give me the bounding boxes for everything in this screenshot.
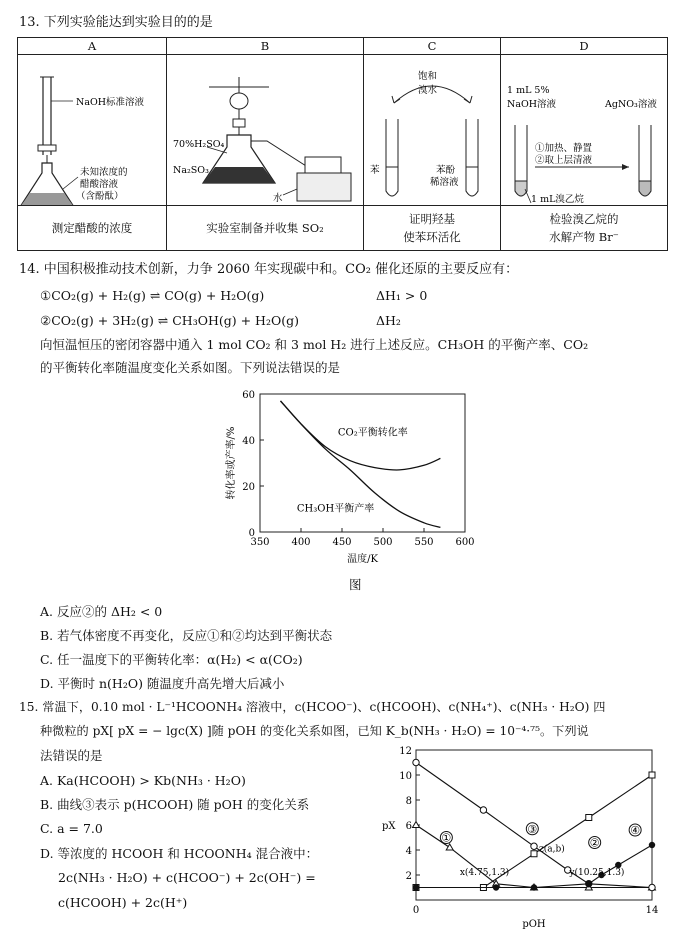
caption-d: 检验溴乙烷的 水解产物 Br⁻: [501, 206, 668, 251]
series-2-point: [531, 851, 537, 857]
x-tick-label: 14: [645, 905, 659, 916]
x-tick-label: 350: [250, 537, 270, 548]
label-saturated: 饱和: [418, 71, 438, 82]
label-bromoethane: 1 mL溴乙烷: [531, 194, 584, 205]
q14-option-a: A. 反应②的 ΔH₂ < 0: [40, 604, 163, 619]
q15-option-d-eq2: c(HCOOH) + 2c(H⁺): [58, 895, 188, 910]
annotation-x: x(4.75,1.3): [459, 868, 510, 878]
q15-option-d-eq1: 2c(NH₃ · H₂O) + c(HCOO⁻) + 2c(OH⁻) =: [58, 870, 316, 885]
q14-option-c: C. 任一温度下的平衡转化率：α(H₂) < α(CO₂): [40, 652, 303, 667]
col-head-b: B: [167, 38, 364, 55]
label-h2so4: 70%H₂SO₄: [173, 139, 225, 150]
x-tick-label: 0: [412, 905, 420, 916]
q14-figure-caption: 图: [349, 577, 362, 592]
q15-option-b: B. 曲线③表示 p(HCOOH) 随 pOH 的变化关系: [40, 797, 310, 812]
label-step1: ①加热、静置: [535, 143, 593, 154]
label-benzene: 苯: [370, 165, 380, 176]
x-tick-label: 500: [373, 537, 393, 548]
q15-option-c: C. a = 7.0: [40, 821, 103, 836]
label-acetic-acid: 醋酸溶液: [80, 179, 119, 190]
q15-option-a: A. Ka(HCOOH) > Kb(NH₃ · H₂O): [40, 773, 246, 788]
ch3oh-series-label: CH₃OH平衡产率: [296, 503, 375, 515]
series-4-point: [649, 842, 655, 848]
q14-reaction-2-dh: ΔH₂: [376, 313, 401, 328]
y-tick-label: 0: [248, 528, 255, 539]
q14-option-b: B. 若气体密度不再变化，反应①和②均达到平衡状态: [40, 628, 333, 643]
series-3-point: [531, 843, 537, 849]
caption-c: 证明羟基 使苯环活化: [364, 206, 501, 251]
col-head-c: C: [364, 38, 501, 55]
q13-experiment-table: [17, 37, 668, 251]
q15-option-d: D. 等浓度的 HCOOH 和 HCOONH₄ 混合液中：: [40, 846, 319, 861]
label-water: 水: [273, 193, 283, 204]
label-agno3: AgNO₃溶液: [605, 99, 657, 110]
q14-chart: [220, 382, 500, 572]
q14-option-d: D. 平衡时 n(H₂O) 随温度升高先增大后减小: [40, 676, 285, 691]
annotation-z: z(a,b): [539, 844, 565, 855]
q14-reaction-2: ②CO₂(g) + 3H₂(g) ⇌ CH₃OH(g) + H₂O(g): [40, 313, 299, 328]
x-tick-label: 400: [291, 537, 311, 548]
label-step2: ②取上层清液: [535, 155, 593, 166]
co2-series-label: CO₂平衡转化率: [337, 427, 408, 439]
x-axis-label: 温度/K: [347, 554, 378, 565]
series-2-point: [649, 772, 655, 778]
caption-a: 测定醋酸的浓度: [18, 206, 167, 251]
apparatus-d: [501, 55, 668, 206]
annotation-y: y(10.25,1.3): [569, 868, 625, 878]
series-number-label: ③: [527, 822, 538, 836]
label-1ml-5pct: 1 mL 5%: [507, 85, 550, 96]
x-tick-label: 600: [455, 537, 475, 548]
series-3-point: [480, 807, 486, 813]
q14-reaction-1-dh: ΔH₁ > 0: [376, 288, 428, 303]
y-axis-label: 转化率或产率/%: [226, 426, 237, 500]
apparatus-c: [364, 55, 501, 206]
q14-title: 14. 中国积极推动技术创新，力争 2060 年实现碳中和。CO₂ 催化还原的主要反应有：: [19, 262, 519, 277]
q13-title: 13. 下列实验能达到实验目的的是: [19, 15, 213, 30]
series-number-label: ①: [441, 831, 452, 845]
label-naoh-standard: NaOH标准溶液: [76, 97, 145, 108]
label-naoh-solution: NaOH溶液: [507, 99, 557, 110]
series-4-point: [586, 881, 592, 887]
label-unknown: 未知浓度的: [80, 167, 128, 178]
y-tick-label: 12: [399, 746, 412, 757]
y-tick-label: 2: [405, 871, 412, 882]
series-number-label: ④: [630, 824, 641, 837]
x-tick-label: 550: [414, 537, 434, 548]
x-axis-label: pOH: [522, 919, 546, 930]
series-4-point: [413, 884, 419, 890]
y-axis-label: pX: [382, 821, 396, 832]
label-phenol: 苯酚: [436, 165, 456, 176]
series-3-point: [649, 884, 655, 890]
series-number-label: ②: [589, 836, 600, 850]
label-na2so3: Na₂SO₃: [173, 165, 209, 176]
apparatus-b: [167, 55, 364, 206]
series-4-point: [531, 884, 537, 890]
y-tick-label: 10: [399, 771, 412, 782]
series-1-point: [446, 844, 453, 850]
y-tick-label: 4: [405, 846, 412, 857]
q15-stem-line1: 15. 常温下，0.10 mol · L⁻¹HCOONH₄ 溶液中，c(HCOO⁻)、c(HCOOH)、c(NH₄⁺)、c(NH₃ · H₂O) 四: [19, 700, 606, 714]
caption-b: 实验室制备并收集 SO₂: [167, 206, 364, 251]
apparatus-a: [18, 55, 167, 206]
x-tick-label: 450: [332, 537, 352, 548]
y-tick-label: 60: [242, 390, 255, 401]
label-dilute: 稀溶液: [430, 177, 459, 188]
q14-stem-line1: 向恒温恒压的密闭容器中通入 1 mol CO₂ 和 3 mol H₂ 进行上述反应。CH₃OH 的平衡产率、CO₂: [40, 337, 589, 352]
q15-stem-line3: 法错误的是: [40, 748, 103, 763]
y-tick-label: 6: [405, 821, 412, 832]
label-phenolphthalein: （含酚酞）: [76, 191, 124, 202]
q14-reaction-1: ①CO₂(g) + H₂(g) ⇌ CO(g) + H₂O(g): [40, 288, 265, 303]
q14-stem-line2: 的平衡转化率随温度变化关系如图。下列说法错误的是: [40, 360, 341, 375]
series-2-point: [586, 815, 592, 821]
q15-stem-line2: 种微粒的 pX[ pX = − lgc(X) ]随 pOH 的变化关系如图，已知 K_b(NH₃ · H₂O) = 10⁻⁴·⁷⁵。下列说: [40, 724, 589, 738]
series-3-point: [413, 759, 419, 765]
col-head-a: A: [18, 38, 167, 55]
y-tick-label: 8: [405, 796, 412, 807]
col-head-d: D: [501, 38, 668, 55]
y-tick-label: 20: [242, 482, 255, 493]
q15-chart: [380, 742, 660, 932]
label-bromine-water: 溴水: [418, 85, 438, 96]
series-4-point: [493, 884, 499, 890]
y-tick-label: 40: [242, 436, 255, 447]
